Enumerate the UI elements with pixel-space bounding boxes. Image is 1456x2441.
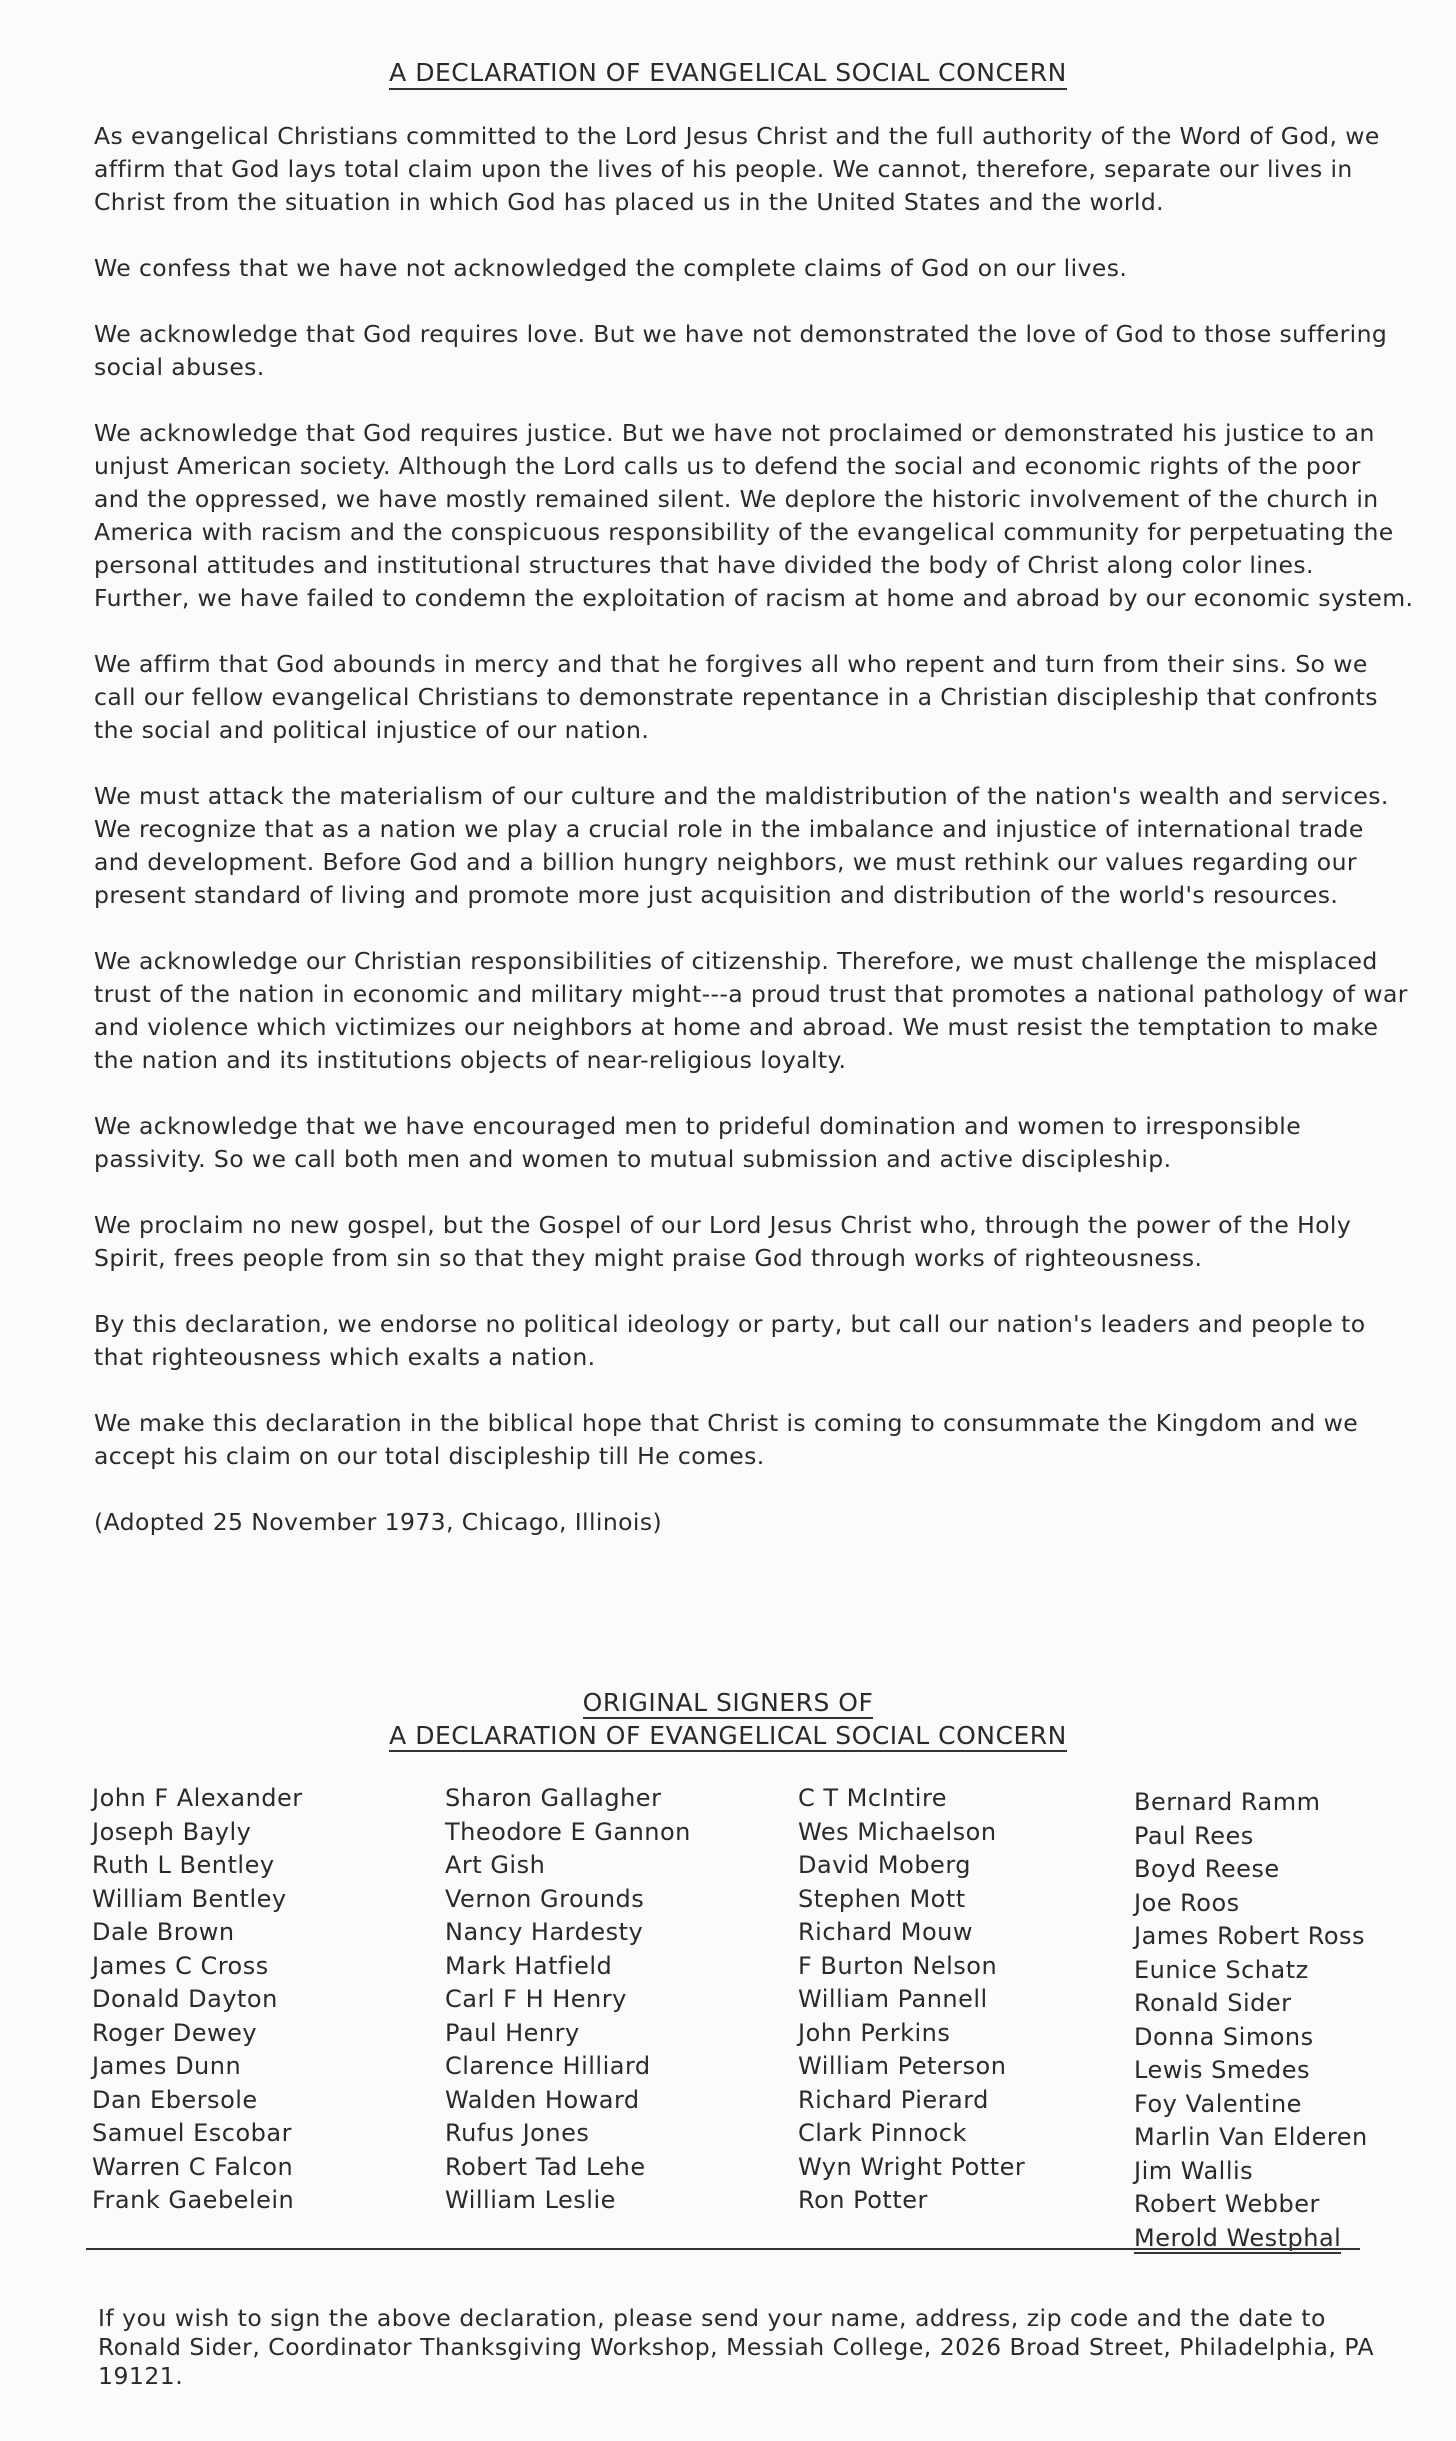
- signer-name: Theodore E Gannon: [445, 1817, 691, 1846]
- signer-name: Foy Valentine: [1134, 2089, 1302, 2118]
- signers-heading: [0, 1686, 1456, 1752]
- paragraph: We acknowledge that we have encouraged men to prideful domination and women to irresponsible passivity. So we call both men and women to mutual submission and active discipleship.: [94, 1112, 1302, 1173]
- paragraph: As evangelical Christians committed to the Lord Jesus Christ and the full authority of the Word of God, we affirm that God lays total claim upon the lives of his people. We cannot, therefore, separate our lives in Christ from the situation in which God has placed us in the United States and the world.: [94, 122, 1380, 216]
- signer-name: William Bentley: [92, 1884, 287, 1913]
- signer-name: Sharon Gallagher: [445, 1784, 662, 1812]
- signer-name: James C Cross: [92, 1951, 269, 1980]
- signer-name: Joe Roos: [1134, 1888, 1240, 1917]
- signer-name: Clarence Hilliard: [445, 2052, 651, 2080]
- signer-name: Rufus Jones: [445, 2119, 590, 2147]
- signer-name: Clark Pinnock: [798, 2119, 967, 2147]
- declaration-body: [94, 120, 1414, 1572]
- signer-name: Nancy Hardesty: [445, 1918, 644, 1946]
- document-title: A DECLARATION OF EVANGELICAL SOCIAL CONCERN: [0, 58, 1456, 87]
- paragraph: We make this declaration in the biblical hope that Christ is coming to consummate the Kingdom and we accept his claim on our total discipleship till He comes.: [94, 1409, 1359, 1470]
- signer-name: F Burton Nelson: [798, 1951, 998, 1980]
- signer-name: Richard Pierard: [798, 2085, 989, 2114]
- paragraph: By this declaration, we endorse no political ideology or party, but call our nation's leaders and people to that righteousness which exalts a nation.: [94, 1310, 1366, 1371]
- paragraph: We acknowledge that God requires justice. But we have not proclaimed or demonstrated his justice to an unjust American society. Although the Lord calls us to defend the social and economic rights of the poor and the oppressed, we have mostly remained silent. We deplore the historic involvement of the church in America with racism and the conspicuous responsibility of the evangelical community for perpetuating the personal attitudes and institutional structures that have divided the body of Christ along color lines. Further, we have failed to condemn the exploitation of racism at home and abroad by our economic system.: [94, 419, 1414, 612]
- signer-name: Mark Hatfield: [445, 1951, 613, 1980]
- signer-name: Walden Howard: [445, 2085, 640, 2114]
- signer-name: Marlin Van Elderen: [1134, 2123, 1368, 2151]
- signer-name: Bernard Ramm: [1134, 1788, 1321, 1816]
- signer-name: Joseph Bayly: [92, 1817, 252, 1846]
- footer-instructions: If you wish to sign the above declaration, please send your name, address, zip code and the date to Ronald Sider, Coordinator Thanksgiving Workshop, Messiah College, 2026 Broad Street, Philadelphia, PA 19121.: [98, 2304, 1375, 2390]
- signer-name: Richard Mouw: [798, 1918, 973, 1946]
- signer-name: Wes Michaelson: [798, 1817, 997, 1846]
- signer-name: Dale Brown: [92, 1918, 235, 1946]
- signer-name: James Dunn: [92, 2052, 242, 2080]
- signer-name: Frank Gaebelein: [92, 2186, 295, 2214]
- signer-name: Lewis Smedes: [1134, 2056, 1311, 2084]
- signer-name: Warren C Falcon: [92, 2152, 294, 2181]
- signers-column-2: [445, 1782, 691, 2218]
- signer-name: Art Gish: [445, 1851, 546, 1879]
- signers-column-1: [92, 1782, 303, 2218]
- signer-name: Donald Dayton: [92, 1985, 278, 2013]
- signer-name: Vernon Grounds: [445, 1884, 645, 1913]
- signer-name: Roger Dewey: [92, 2018, 258, 2047]
- signer-name: Wyn Wright Potter: [798, 2152, 1026, 2181]
- signer-name: John Perkins: [798, 2018, 951, 2047]
- signer-name: Donna Simons: [1134, 2022, 1314, 2051]
- paragraph: We affirm that God abounds in mercy and that he forgives all who repent and turn from their sins. So we call our fellow evangelical Christians to demonstrate repentance in a Christian discipleship that confronts the social and political injustice of our nation.: [94, 650, 1378, 744]
- paragraph: We confess that we have not acknowledged the complete claims of God on our lives.: [94, 254, 1128, 282]
- signer-name: William Pannell: [798, 1985, 988, 2013]
- signer-name: Paul Henry: [445, 2018, 580, 2047]
- signers-heading-line2: A DECLARATION OF EVANGELICAL SOCIAL CONCERN: [389, 1721, 1067, 1750]
- paragraph: We acknowledge that God requires love. But we have not demonstrated the love of God to those suffering social abuses.: [94, 320, 1388, 381]
- signer-name: Ronald Sider: [1134, 1989, 1292, 2017]
- signer-name: William Leslie: [445, 2186, 616, 2214]
- signer-name: C T McIntire: [798, 1784, 948, 1812]
- signer-name: David Moberg: [798, 1851, 971, 1879]
- adoption-note: (Adopted 25 November 1973, Chicago, Illinois): [94, 1508, 663, 1536]
- signer-name: Stephen Mott: [798, 1884, 966, 1913]
- signer-name: Eunice Schatz: [1134, 1955, 1309, 1984]
- paragraph: We acknowledge our Christian responsibilities of citizenship. Therefore, we must challenge the misplaced trust of the nation in economic and military might---a proud trust that promotes a national pathology of war and violence which victimizes our neighbors at home and abroad. We must resist the temptation to make the nation and its institutions objects of near-religious loyalty.: [94, 947, 1408, 1074]
- last-signer-name: Merold Westphal: [1134, 2223, 1342, 2252]
- signer-name: Boyd Reese: [1134, 1855, 1280, 1883]
- signer-name: Paul Rees: [1134, 1821, 1254, 1850]
- paragraph: We must attack the materialism of our culture and the maldistribution of the nation's wealth and services. We recognize that as a nation we play a crucial role in the imbalance and injustice of international trade and development. Before God and a billion hungry neighbors, we must rethink our values regarding our present standard of living and promote more just acquisition and distribution of the world's resources.: [94, 782, 1389, 909]
- signers-column-3: [798, 1782, 1025, 2218]
- signer-name: William Peterson: [798, 2052, 1007, 2080]
- signer-name: Ron Potter: [798, 2186, 928, 2214]
- signer-name: Ruth L Bentley: [92, 1851, 275, 1879]
- paragraph: We proclaim no new gospel, but the Gospel of our Lord Jesus Christ who, through the power of the Holy Spirit, frees people from sin so that they might praise God through works of righteousness.: [94, 1211, 1352, 1272]
- signers-column-4: [1134, 1786, 1368, 2255]
- signer-name: Robert Tad Lehe: [445, 2152, 646, 2181]
- signer-name: James Robert Ross: [1134, 1922, 1366, 1950]
- signers-heading-line1: ORIGINAL SIGNERS OF: [582, 1688, 874, 1717]
- signer-name: Samuel Escobar: [92, 2119, 292, 2147]
- signer-name: Dan Ebersole: [92, 2085, 258, 2114]
- signer-name: John F Alexander: [92, 1784, 303, 1812]
- signer-name: Carl F H Henry: [445, 1985, 627, 2013]
- signer-name: Jim Wallis: [1134, 2156, 1254, 2185]
- signer-name: Robert Webber: [1134, 2190, 1320, 2218]
- divider-rule: [86, 2248, 1360, 2250]
